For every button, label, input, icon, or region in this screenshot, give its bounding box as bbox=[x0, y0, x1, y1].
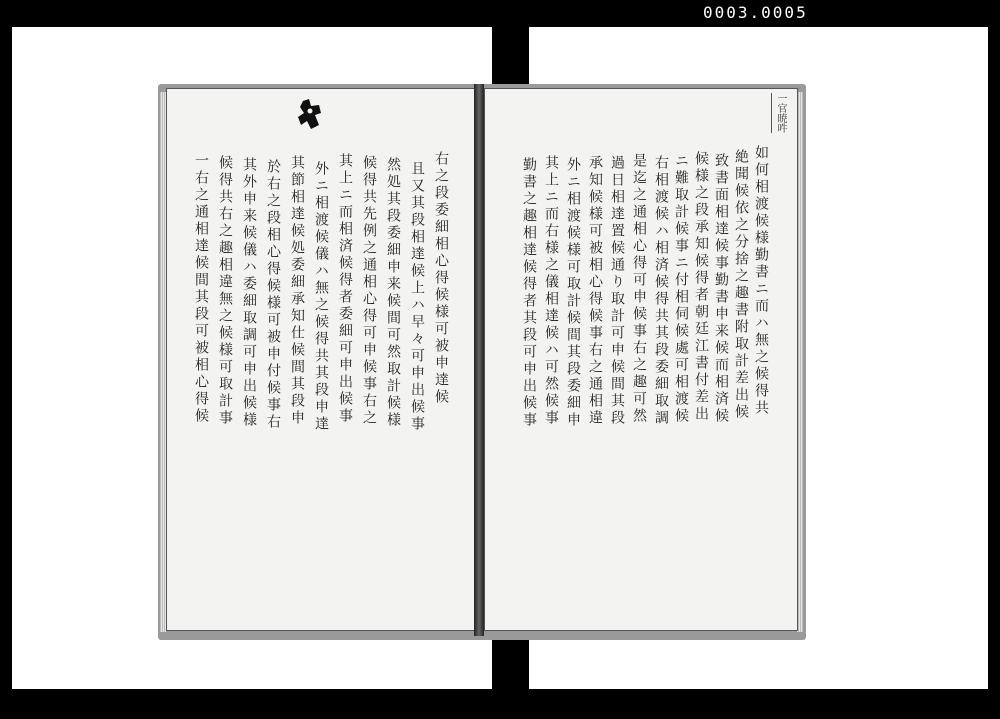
text-column: 且又其段相達候上ハ早々可申出候事 bbox=[409, 161, 425, 433]
text-column: 其上ニ而右様之儀相達候ハ可然候事 bbox=[543, 155, 559, 427]
text-column: 其外申来候儀ハ委細取調可申出候様 bbox=[241, 157, 257, 429]
text-column: 於右之段相心得候様可被申付候事右 bbox=[265, 159, 281, 431]
text-column: 勤書之趣相達候得者其段可申出候事 bbox=[521, 157, 537, 429]
text-column: 承知候様可被相心得候事右之通相違 bbox=[587, 155, 603, 427]
text-column: 過日相達置候通り取計可申候間其段 bbox=[609, 155, 625, 427]
right-page bbox=[484, 88, 798, 631]
text-column: 如何相渡候様勤書ニ而ハ無之候得共 bbox=[753, 145, 769, 417]
ink-seal-mark bbox=[295, 97, 325, 131]
film-frame-number: 0003.0005 bbox=[703, 3, 808, 22]
text-column: 外ニ相渡候儀ハ無之候得共其段申達 bbox=[313, 161, 329, 433]
text-column: 一右之通相達候間其段可被相心得候 bbox=[193, 153, 209, 425]
text-column: 其節相達候処委細承知仕候間其段申 bbox=[289, 155, 305, 427]
text-column: 其上ニ而相済候得者委細可申出候事 bbox=[337, 153, 353, 425]
text-column: ニ難取計候事ニ付相伺候處可相渡候 bbox=[673, 153, 689, 425]
text-column: 致書面相達候事勤書申来候而相済候 bbox=[713, 153, 729, 425]
corner-annotation: 一官暁吽 bbox=[771, 93, 786, 133]
text-column: 候得共右之趣相違無之候様可取計事 bbox=[217, 155, 233, 427]
text-column: 然処其段委細申来候間可然取計候様 bbox=[385, 157, 401, 429]
text-column: 絶聞候依之分捨之趣書附取計差出候 bbox=[733, 149, 749, 421]
book-gutter bbox=[474, 84, 484, 636]
text-column: 是迄之通相心得可申候事右之趣可然 bbox=[631, 153, 647, 425]
text-column: 候得共先例之通相心得可申候事右之 bbox=[361, 155, 377, 427]
text-column: 候様之段承知候得者朝廷江書付差出 bbox=[693, 151, 709, 423]
text-column: 右相渡候ハ相済候得共其段委細取調 bbox=[653, 155, 669, 427]
left-page bbox=[166, 88, 476, 631]
text-column: 右之段委細相心得候様可被申達候 bbox=[433, 151, 449, 406]
text-column: 外ニ相渡候様可取計候間其段委細申 bbox=[565, 157, 581, 429]
